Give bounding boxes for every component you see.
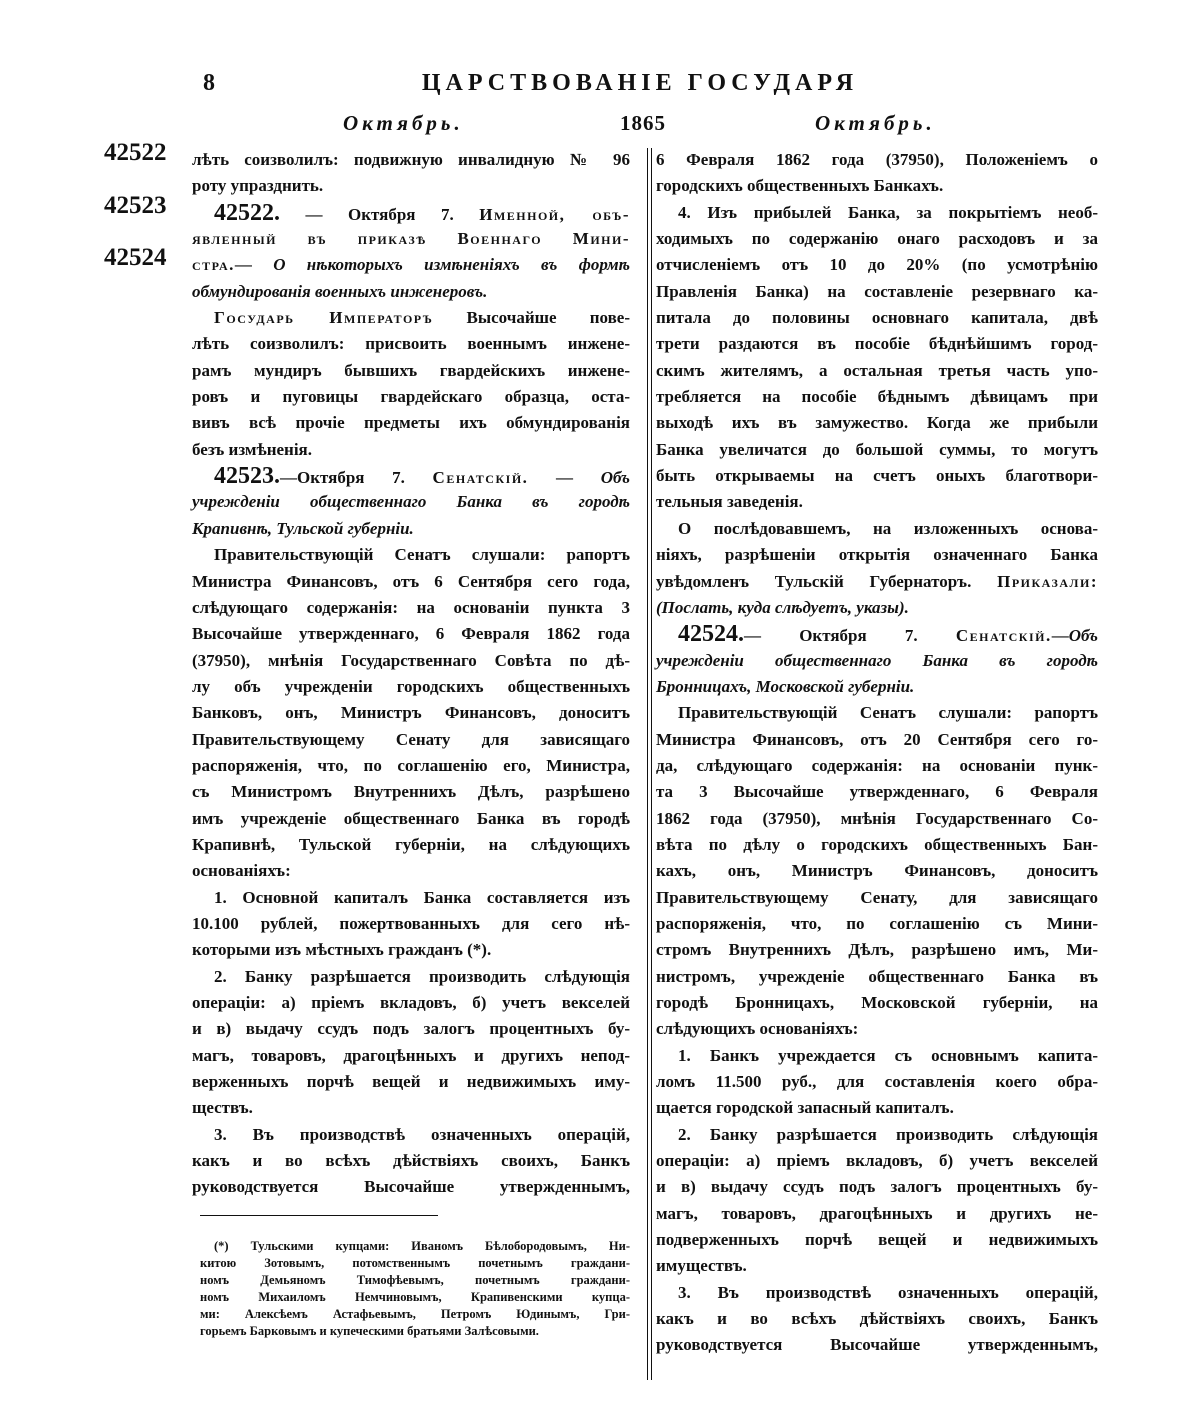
text-line: 4. Изъ прибылей Банка, за покрытіемъ необ- <box>678 202 1098 222</box>
text-line: 1. Банкъ учреждается съ основнымъ капита- <box>678 1045 1098 1065</box>
text-line: распоряженія, что, по соглашенію съ Мини- <box>656 913 1098 933</box>
text-line <box>656 621 1098 647</box>
text-line: 2. Банку разрѣшается производить слѣдующія <box>214 966 630 986</box>
text-line: подверженныхъ порчѣ вещей и недвижимыхъ <box>656 1230 1098 1250</box>
text-line: Банковъ, онъ, Министръ Финансовъ, доноситъ <box>192 703 630 723</box>
text-line <box>192 226 630 252</box>
text-line: ществъ. <box>192 1098 253 1118</box>
text-line: Правленія Банка) на составленіе резервнаго ка- <box>656 281 1098 301</box>
text-line: какъ и во всѣхъ дѣйствіяхъ своихъ, Банкъ <box>656 1309 1098 1329</box>
text-line: и в) выдачу ссудъ подъ залогъ процентныхъ бу- <box>192 1019 630 1039</box>
paragraph <box>656 700 1098 1042</box>
text-line: 2. Банку разрѣшается производить слѣдующія <box>678 1124 1098 1144</box>
text-line: питала до половины основнаго капитала, двѣ <box>656 308 1098 328</box>
text-line: лу объ учрежденіи городскихъ общественныхъ <box>192 676 630 696</box>
footnote-line: китою Зотовымъ, потомственнымъ почетнымъ граждани- <box>200 1256 630 1270</box>
text-span: Сенатскій. <box>432 468 529 488</box>
paragraph <box>656 1122 1098 1280</box>
text-line: Правительствующій Сенатъ слушали: рапортъ <box>678 703 1098 723</box>
text-span: Государь Императоръ <box>214 308 434 328</box>
text-line: щается городской запасный капиталъ. <box>656 1098 954 1118</box>
text-line: съ Министромъ Внутреннихъ Дѣлъ, разрѣшено <box>192 782 630 802</box>
text-span: (Послать, куда слѣдуетъ, указы). <box>656 597 909 617</box>
paragraph <box>192 147 630 200</box>
text-line <box>192 463 630 489</box>
text-line <box>192 489 630 515</box>
text-span: стра. <box>192 255 235 275</box>
text-line: требляется на пособіе бѣднымъ дѣвицамъ при <box>656 387 1098 407</box>
footnote <box>200 1238 630 1340</box>
text-line: Министра Финансовъ, отъ 6 Сентября сего года, <box>192 571 630 591</box>
margin-number: 42522 <box>104 139 167 166</box>
text-span: — Октября 7. <box>744 626 956 646</box>
text-line: та 3 Высочайше утвержденнаго, 6 Февраля <box>656 782 1098 802</box>
footnote-line: номъ Михаиломъ Немчиновымъ, Крапивенскими купца- <box>200 1290 630 1304</box>
footnote-line: ми: Алексѣемъ Астафьевымъ, Петромъ Юдинымъ, Гри- <box>200 1307 630 1321</box>
paragraph <box>192 463 630 542</box>
paragraph <box>656 200 1098 516</box>
text-span: Высочайше пове- <box>433 308 630 328</box>
text-line: Министра Финансовъ, отъ 20 Сентября сего го- <box>656 729 1098 749</box>
paragraph <box>192 1122 630 1201</box>
text-line: 3. Въ производствѣ означенныхъ операцій, <box>678 1282 1098 1302</box>
text-line: городскихъ общественныхъ Банкахъ. <box>656 176 944 196</box>
text-line: скимъ жителямъ, а остальная третья часть упо- <box>656 360 1098 380</box>
margin-number: 42523 <box>104 192 167 219</box>
column-divider <box>647 148 648 1380</box>
footnote-line: горьемъ Барковымъ и купеческими братьями Залѣсовыми. <box>200 1324 539 1338</box>
text-line: слѣдующихъ основаніяхъ: <box>656 1019 859 1039</box>
text-line: верженныхъ порчѣ вещей и недвижимыхъ иму- <box>192 1072 630 1092</box>
text-line <box>192 252 630 278</box>
text-span: учрежденіи общественнаго Банка въ городѣ <box>656 650 1098 670</box>
text-line <box>192 516 630 542</box>
text-line: лѣть соизволилъ: присвоить военнымъ инжене- <box>192 334 630 354</box>
text-line: вивъ всѣ прочіе предметы ихъ обмундированія <box>192 413 630 433</box>
text-line: магъ, товаровъ, драгоцѣнныхъ и другихъ непод- <box>192 1045 630 1065</box>
text-span: — <box>1051 626 1069 646</box>
text-span: Объ <box>1068 626 1098 646</box>
paragraph <box>192 964 630 1122</box>
text-line: ломъ 11.500 руб., для составленія коего обра- <box>656 1072 1098 1092</box>
column-divider <box>651 148 652 1380</box>
text-line: ходимыхъ по содержанію онаго расходовъ и за <box>656 229 1098 249</box>
text-line: Правительствующему Сенату для зависящаго <box>192 729 630 749</box>
text-line: Банка увеличатся до большой суммы, то могутъ <box>656 439 1098 459</box>
text-line: (37950), мнѣнія Государственнаго Совѣта по дѣ- <box>192 650 630 670</box>
text-line <box>656 674 1098 700</box>
text-line: рамъ мундиръ бывшихъ гвардейскихъ инжене- <box>192 360 630 380</box>
text-line <box>192 200 630 226</box>
text-line: городѣ Бронницахъ, Московской губерніи, на <box>656 993 1098 1012</box>
paragraph <box>656 147 1098 200</box>
text-span: Крапивнѣ, Тульской губерніи. <box>192 518 414 538</box>
text-line: основаніяхъ: <box>192 861 291 881</box>
act-number: 42523. <box>214 463 280 490</box>
margin-number: 42524 <box>104 244 167 271</box>
paragraph <box>656 1043 1098 1122</box>
text-line: тельныя заведенія. <box>656 492 803 512</box>
month-left: Октябрь. <box>343 111 464 135</box>
text-line: руководствуется Высочайше утвержденнымъ, <box>656 1335 1098 1355</box>
text-line: 1. Основной капиталъ Банка составляется изъ <box>214 887 630 907</box>
act-number: 42524. <box>678 621 744 648</box>
text-line: быть открываемы на счетъ оныхъ благотвори- <box>656 466 1098 486</box>
text-line <box>192 305 630 331</box>
text-line <box>656 595 1098 621</box>
text-line: лѣть соизволилъ: подвижную инвалидную № 96 <box>192 150 630 169</box>
text-line: имуществъ. <box>656 1256 747 1276</box>
text-line: операціи: а) пріемъ вкладовъ, б) учетъ векселей <box>192 993 630 1012</box>
paragraph <box>656 516 1098 621</box>
text-line: отчисленіемъ отъ 10 до 20% (по усмотрѣнію <box>656 255 1098 275</box>
text-line: Правительствующій Сенатъ слушали: рапортъ <box>214 545 630 565</box>
footnote-rule <box>200 1215 438 1216</box>
text-span: явленный въ приказѣ Военнаго Мини- <box>192 229 630 249</box>
text-line: кахъ, онъ, Министръ Финансовъ, доноситъ <box>656 861 1098 881</box>
text-line: стромъ Внутреннихъ Дѣлъ, разрѣшено имъ, Ми- <box>656 940 1098 960</box>
text-line: ніяхъ, разрѣшеніи открытія означеннаго Банка <box>656 545 1098 565</box>
page-number: 8 <box>203 70 215 96</box>
act-number: 42522. <box>214 199 280 226</box>
footnote-line: номъ Демьяномъ Тимофѣевымъ, почетнымъ граждани- <box>200 1273 630 1287</box>
text-line: вѣта по дѣлу о городскихъ общественныхъ Бан- <box>656 834 1098 854</box>
text-span: Объ <box>600 468 630 488</box>
text-line: которыми изъ мѣстныхъ гражданъ (*). <box>192 940 492 960</box>
text-line <box>656 569 1098 595</box>
text-span: — <box>528 468 601 488</box>
text-line: 3. Въ производствѣ означенныхъ операцій, <box>214 1124 630 1144</box>
running-title: ЦАРСТВОВАНІЕ ГОСУДАРЯ <box>421 70 859 96</box>
paragraph <box>192 885 630 964</box>
text-line: безъ измѣненія. <box>192 439 312 459</box>
text-line: роту упразднить. <box>192 176 324 196</box>
text-line: О послѣдовавшемъ, на изложенныхъ основа- <box>678 518 1098 538</box>
text-line: и в) выдачу ссудъ подъ залогъ процентныхъ бу- <box>656 1177 1098 1197</box>
text-span: —Октября 7. <box>280 468 433 488</box>
text-line: ровъ и пуговицы гвардейскаго образца, оста- <box>192 387 630 407</box>
text-span: Бронницахъ, Московской губерніи. <box>656 676 915 696</box>
paragraph <box>656 1280 1098 1359</box>
paragraph <box>192 305 630 463</box>
text-line: нистромъ, учрежденіе общественнаго Банка въ <box>656 966 1098 986</box>
text-line <box>192 279 630 305</box>
month-right: Октябрь. <box>815 111 936 135</box>
paragraph <box>656 621 1098 700</box>
text-line: имъ учрежденіе общественнаго Банка въ городѣ <box>192 808 630 828</box>
text-line: Правительствующему Сенату, для зависящаго <box>656 887 1098 907</box>
text-line: операціи: а) пріемъ вкладовъ, б) учетъ векселей <box>656 1151 1098 1171</box>
text-span: — <box>234 255 274 275</box>
text-span: — Октября 7. <box>280 204 480 224</box>
footnote-line: (*) Тульскими купцами: Иваномъ Бѣлобородовымъ, Ни- <box>214 1239 630 1253</box>
text-line: 10.100 рублей, пожертвованныхъ для сего нѣ- <box>192 913 630 933</box>
text-line: магъ, товаровъ, драгоцѣнныхъ и другихъ не- <box>656 1203 1098 1223</box>
text-line: трети раздаются въ пособіе бѣднѣйшимъ город- <box>656 334 1098 354</box>
text-line: 6 Февраля 1862 года (37950), Положеніемъ о <box>656 150 1098 169</box>
paragraph <box>192 542 630 884</box>
text-span: О нѣкоторыхъ измѣненіяхъ въ формѣ <box>273 255 630 275</box>
text-span: обмундированія военныхъ инженеровъ. <box>192 281 488 301</box>
text-line: распоряженія, что, по соглашенію его, Министра, <box>192 755 630 775</box>
text-line: руководствуется Высочайше утвержденнымъ, <box>192 1177 630 1197</box>
right-column <box>656 147 1098 1359</box>
text-span: учрежденіи общественнаго Банка въ городѣ <box>192 492 630 512</box>
text-line: 1862 года (37950), мнѣнія Государственнаго Со- <box>656 808 1098 828</box>
text-line: да, слѣдующаго содержанія: на основаніи пунк- <box>656 755 1098 775</box>
text-span: Именной, объ- <box>479 204 631 224</box>
text-span: Приказали: <box>997 571 1098 591</box>
year: 1865 <box>620 111 666 135</box>
text-span: увѣдомленъ Тульскій Губернаторъ. <box>656 571 998 591</box>
text-line: Крапивнѣ, Тульской губерніи, на слѣдующихъ <box>192 834 630 854</box>
text-line: Высочайше утвержденнаго, 6 Февраля 1862 года <box>192 624 630 644</box>
text-line: слѣдующаго содержанія: на основаніи пункта 3 <box>192 597 630 617</box>
text-line: выходѣ ихъ въ замужество. Когда же прибыли <box>656 413 1098 433</box>
text-line <box>656 648 1098 674</box>
left-column <box>192 147 630 1201</box>
text-line: какъ и во всѣхъ дѣйствіяхъ своихъ, Банкъ <box>192 1151 630 1171</box>
text-span: Сенатскій. <box>955 626 1052 646</box>
paragraph <box>192 200 630 305</box>
